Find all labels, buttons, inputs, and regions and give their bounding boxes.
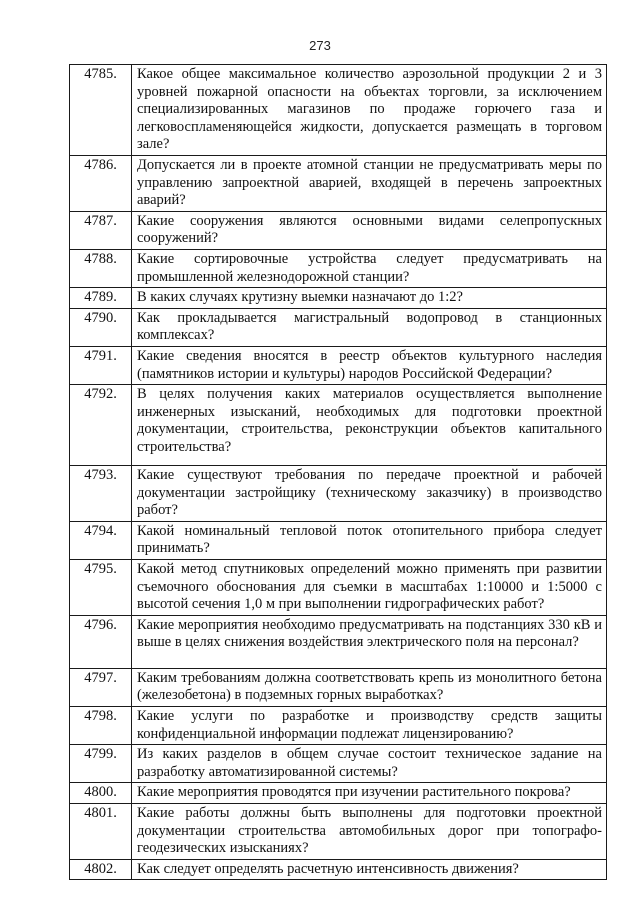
table-row (70, 783, 607, 804)
table-row (70, 65, 607, 156)
table-row (70, 308, 607, 346)
table-row (70, 211, 607, 249)
page-number: 273 (309, 38, 331, 53)
question-text: В каких случаях крутизну выемки назначают до 1:2? (132, 288, 607, 309)
question-number: 4788. (70, 249, 132, 287)
table-row (70, 155, 607, 211)
question-text: Какие услуги по разработке и производству средств защиты конфиденциальной информации подлежат лицензированию? (132, 707, 607, 745)
question-text: Как прокладывается магистральный водопровод в станционных комплексах? (132, 308, 607, 346)
table-row (70, 249, 607, 287)
question-number: 4802. (70, 859, 132, 880)
table-row (70, 745, 607, 783)
question-text: Из каких разделов в общем случае состоит техническое задание на разработку автоматизированной системы? (132, 745, 607, 783)
table-row (70, 804, 607, 860)
table-row (70, 615, 607, 668)
table-row (70, 560, 607, 616)
question-text: Какое общее максимальное количество аэрозольной продукции 2 и 3 уровней пожарной опасности на объектах торговли, за исключением специализированных магазинов по продаже горючего газа и легковоспламеняющейся жидкости, допускается размещать в торговом зале? (132, 65, 607, 156)
table-row (70, 668, 607, 706)
question-text: Какие сведения вносятся в реестр объектов культурного наследия (памятников истории и культуры) народов Российской Федерации? (132, 346, 607, 384)
question-text: Какие мероприятия необходимо предусматривать на подстанциях 330 кВ и выше в целях снижения воздействия электрического поля на персонал? (132, 615, 607, 668)
question-number: 4786. (70, 155, 132, 211)
table-row (70, 521, 607, 559)
question-number: 4789. (70, 288, 132, 309)
question-number: 4791. (70, 346, 132, 384)
question-number: 4794. (70, 521, 132, 559)
question-number: 4800. (70, 783, 132, 804)
question-text: Какие существуют требования по передаче проектной и рабочей документации застройщику (техническому заказчику) в производство работ? (132, 466, 607, 522)
question-number: 4798. (70, 707, 132, 745)
table-row (70, 288, 607, 309)
question-text: В целях получения каких материалов осуществляется выполнение инженерных изысканий, необходимых для подготовки проектной документации, строительства, реконструкции объектов капитального строительства? (132, 385, 607, 466)
question-text: Как следует определять расчетную интенсивность движения? (132, 859, 607, 880)
question-number: 4801. (70, 804, 132, 860)
question-number: 4793. (70, 466, 132, 522)
question-text: Какие сооружения являются основными видами селепропускных сооружений? (132, 211, 607, 249)
question-number: 4796. (70, 615, 132, 668)
question-number: 4792. (70, 385, 132, 466)
questions-table (69, 64, 607, 880)
question-text: Какие работы должны быть выполнены для подготовки проектной документации строительства автомобильных дорог при топографо-геодезических изысканиях? (132, 804, 607, 860)
question-text: Какой номинальный тепловой поток отопительного прибора следует принимать? (132, 521, 607, 559)
question-number: 4799. (70, 745, 132, 783)
table-row (70, 346, 607, 384)
table-row (70, 385, 607, 466)
question-number: 4795. (70, 560, 132, 616)
question-number: 4787. (70, 211, 132, 249)
question-text: Какие мероприятия проводятся при изучении растительного покрова? (132, 783, 607, 804)
question-number: 4785. (70, 65, 132, 156)
question-text: Допускается ли в проекте атомной станции не предусматривать меры по управлению запроектной аварией, входящей в перечень запроектных аварий? (132, 155, 607, 211)
table-row (70, 859, 607, 880)
question-number: 4790. (70, 308, 132, 346)
table-row (70, 707, 607, 745)
question-text: Какие сортировочные устройства следует предусматривать на промышленной железнодорожной станции? (132, 249, 607, 287)
table-row (70, 466, 607, 522)
question-text: Каким требованиям должна соответствовать крепь из монолитного бетона (железобетона) в подземных горных выработках? (132, 668, 607, 706)
question-number: 4797. (70, 668, 132, 706)
question-text: Какой метод спутниковых определений можно применять при развитии съемочного обоснования для съемки в масштабах 1:10000 и 1:5000 с высотой сечения 1,0 м при выполнении гидрографических работ? (132, 560, 607, 616)
